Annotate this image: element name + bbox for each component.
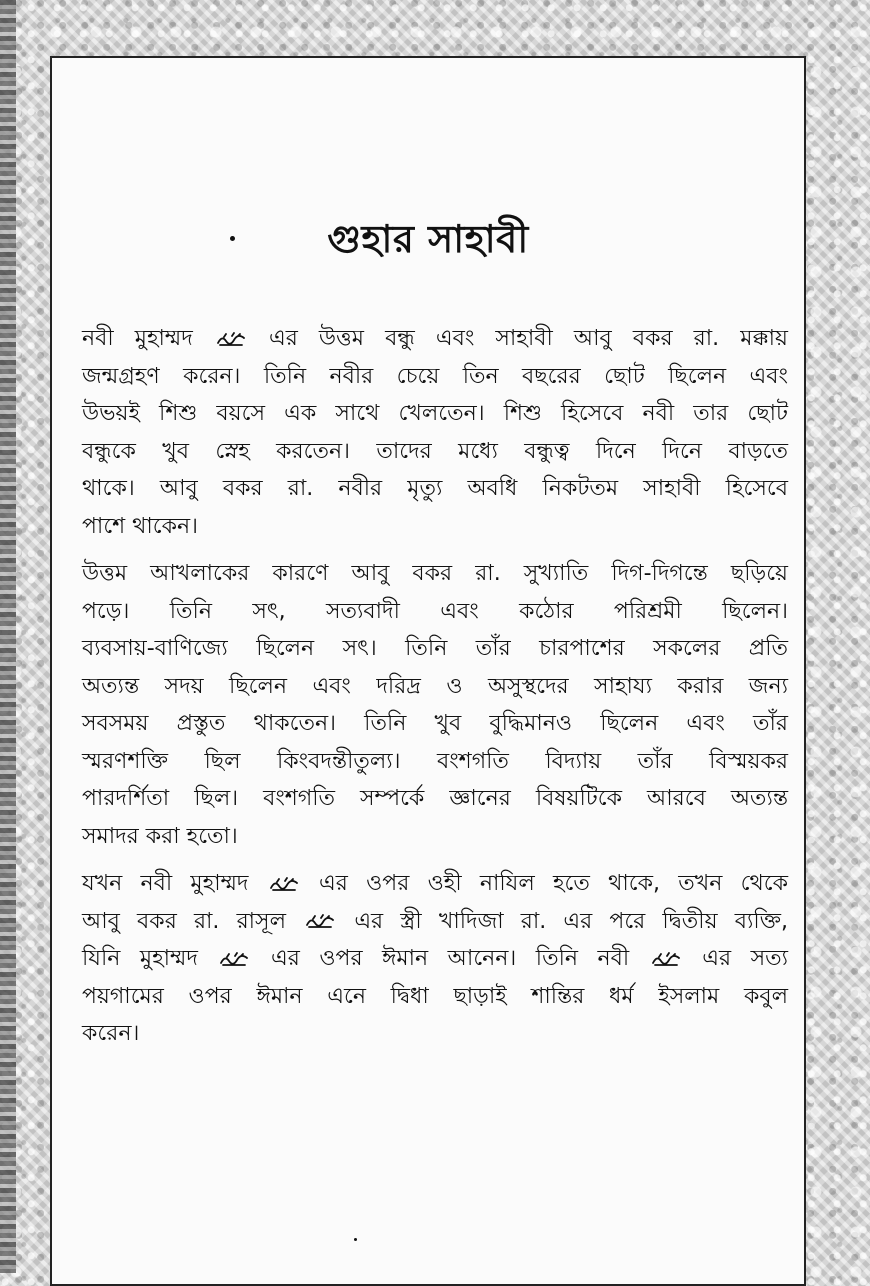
text-line — [82, 358, 788, 396]
text-segment: পাশে থাকেন। — [82, 513, 199, 539]
text-line — [82, 818, 788, 856]
text-segment: বন্ধুকে খুব স্নেহ করতেন। তাদের মধ্যে বন্ধুত্ব দিনে দিনে বাড়তে — [82, 438, 788, 464]
text-segment: সমাদর করা হতো। — [82, 823, 238, 849]
bottom-dot-mark — [354, 1238, 357, 1241]
paragraph — [82, 320, 788, 545]
text-segment: জন্মগ্রহণ করেন। তিনি নবীর চেয়ে তিন বছরের ছোট ছিলেন এবং — [82, 363, 788, 389]
text-segment: করেন। — [82, 1021, 140, 1046]
text-line — [82, 395, 788, 433]
paragraph — [82, 865, 788, 1053]
text-line — [82, 903, 788, 941]
text-segment: স্মরণশক্তি ছিল কিংবদন্তীতুল্য। বংশগতি বিদ্যায় তাঁর বিস্ময়কর — [82, 748, 788, 774]
text-segment: এর স্ত্রী খাদিজা রা. এর পরে দ্বিতীয় ব্যক্তি, — [354, 908, 788, 934]
page-title: গুহার সাহাবী — [327, 217, 529, 261]
text-segment: উভয়ই শিশু বয়সে এক সাথে খেলতেন। শিশু হিসেবে নবী তার ছোট — [82, 401, 788, 426]
text-line — [82, 555, 788, 593]
text-line — [82, 593, 788, 631]
text-segment: পারদর্শিতা ছিল। বংশগতি সম্পর্কে জ্ঞানের বিষয়টিকে আরবে অত্যন্ত — [82, 786, 788, 811]
text-line — [82, 433, 788, 471]
book-page — [50, 56, 806, 1286]
salutation-calligraphy-icon — [219, 952, 249, 967]
text-segment: নবী মুহাম্মদ — [82, 326, 193, 351]
text-line — [82, 978, 788, 1016]
text-line — [82, 320, 788, 358]
text-segment: আবু বকর রা. রাসূল — [82, 908, 286, 934]
text-segment: অত্যন্ত সদয় ছিলেন এবং দরিদ্র ও অসুস্থদের সাহায্য করার জন্য — [82, 673, 788, 699]
salutation-calligraphy-icon — [305, 914, 335, 929]
text-line — [82, 1015, 788, 1053]
text-line — [82, 470, 788, 508]
text-segment: এর ওপর ঈমান আনেন। তিনি নবী — [270, 946, 630, 971]
text-line — [82, 668, 788, 706]
page-left-edge-shadow — [0, 0, 16, 1273]
text-segment: সবসময় প্রস্তুত থাকতেন। তিনি খুব বুদ্ধিমানও ছিলেন এবং তাঁর — [82, 711, 788, 736]
text-segment: ব্যবসায়-বাণিজ্যে ছিলেন সৎ। তিনি তাঁর চারপাশের সকলের প্রতি — [82, 636, 788, 661]
text-segment: পয়গামের ওপর ঈমান এনে দ্বিধা ছাড়াই শান্তির ধর্ম ইসলাম কবুল — [82, 983, 788, 1009]
text-segment: থাকে। আবু বকর রা. নবীর মৃত্যু অবধি নিকটতম সাহাবী হিসেবে — [82, 476, 788, 501]
salutation-calligraphy-icon — [269, 877, 299, 892]
salutation-calligraphy-icon — [216, 332, 246, 347]
text-segment: পড়ে। তিনি সৎ, সত্যবাদী এবং কঠোর পরিশ্রমী ছিলেন। — [82, 598, 788, 624]
text-segment: এর উত্তম বন্ধু এবং সাহাবী আবু বকর রা. মক্কায় — [269, 326, 788, 351]
paragraph — [82, 555, 788, 855]
text-line — [82, 508, 788, 546]
text-segment: যিনি মুহাম্মদ — [82, 946, 198, 971]
text-line — [82, 865, 788, 903]
text-line — [82, 743, 788, 781]
text-line — [82, 705, 788, 743]
text-segment: এর ওপর ওহী নাযিল হতে থাকে, তখন থেকে — [319, 871, 789, 896]
text-line — [82, 780, 788, 818]
text-segment: যখন নবী মুহাম্মদ — [82, 871, 249, 896]
text-line — [82, 630, 788, 668]
text-line — [82, 940, 788, 978]
body-text — [82, 320, 788, 1063]
text-segment: এর সত্য — [702, 946, 788, 971]
salutation-calligraphy-icon — [651, 952, 681, 967]
text-segment: উত্তম আখলাকের কারণে আবু বকর রা. সুখ্যাতি দিগ-দিগন্তে ছড়িয়ে — [82, 561, 788, 586]
